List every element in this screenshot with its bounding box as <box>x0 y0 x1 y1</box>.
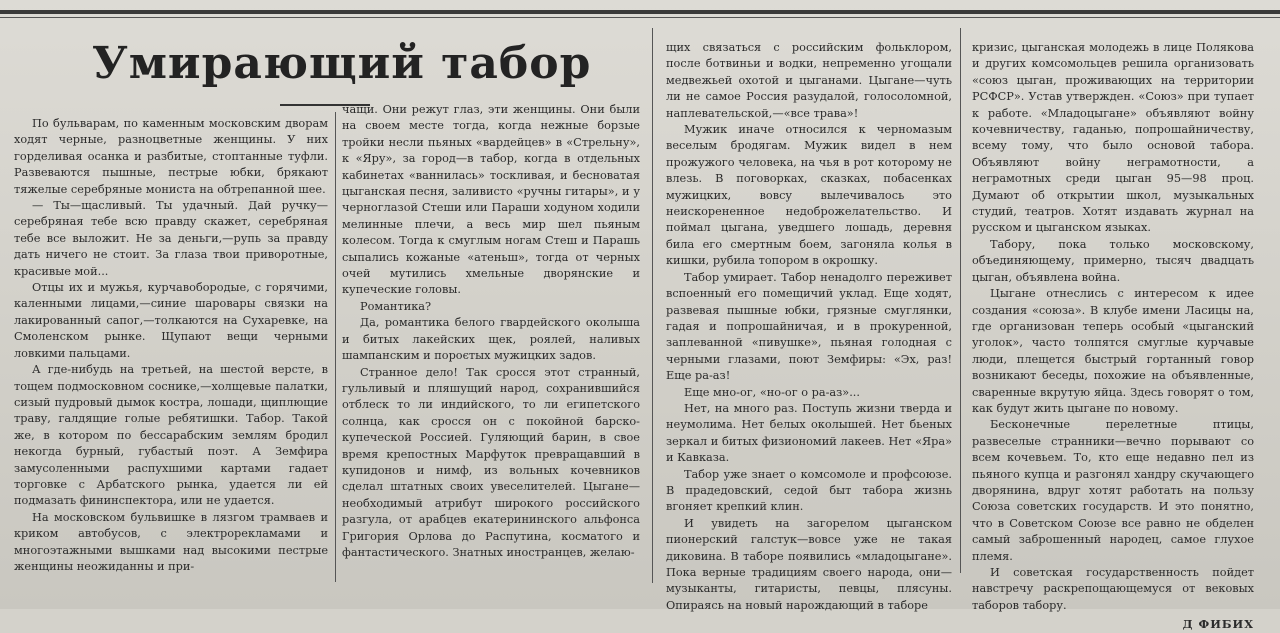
paragraph: Табор уже знает о комсомоле и профсоюзе. В прадедовский, седой быт табора жизнь вгоняет крепкий клин. <box>666 467 952 514</box>
paragraph: Да, романтика белого гвардейского околыша и битых лакейских щек, роялей, наливых шампанским и пороєтых мужицких задов. <box>342 316 640 363</box>
paragraph: Романтика? <box>360 299 432 313</box>
article-column-1 <box>14 116 328 596</box>
column-divider-1 <box>335 112 336 582</box>
paragraph: Табору, пока только московскому, объединяющему, примерно, тысяч двадцать цыган, объявлена война. <box>972 237 1254 284</box>
top-rule <box>0 10 1280 14</box>
paragraph: чащи. Они режут глаз, эти женщины. Они были на своем месте тогда, когда нежные борзые тройки несли пьяных «вардейцев» в «Стрельну», к «Яру», за город—в табор, когда в отдельных кабинетах «ваннилась» тоскливая, и бесноватая цыганская песня, заливисто «ручны гитары», и у черноглазой Стеши или Параши ходуном ходили мелинные плечи, а весь мир шел пьяным колесом. Тогда к смуглым ногам Стеш и Парашь сыпались кожаные «атеньш», тогда от черных очей мутились хмельные дворянские и купеческие головы. <box>342 103 640 297</box>
paragraph: Отцы их и мужья, курчавобородые, с горячими, каленными лицами,—синие шаровары связки на лакированный сапог,—толкаются на Сухаревке, на Смоленском рынке. Щупают вещи черными ловкими пальцами. <box>14 281 328 360</box>
paragraph: И советская государственность пойдет навстречу раскрепощающемуся от вековых таборов табору. <box>972 566 1254 612</box>
paragraph: На московском бульвишке в лязгом трамваев и криком автобусов, с электрорекламами и многоэтажными вышками над высокими пестрые женщины неожиданны и при- <box>14 510 328 573</box>
column-divider-2 <box>652 28 653 583</box>
column-divider-3 <box>960 28 961 573</box>
paragraph: Мужик иначе относился к черномазым веселым бродягам. Мужик видел в нем прожужого человека, на чья в рот которому не влезь. В поговорках, сказках, побасенках мужицких, вовсу вылечивалось это неискорененное недоброжелательство. И поймал цыгана, уведшего лошадь, деревня била его смертным боем, загоняла колья в кишки, рубила топором в окрошку. <box>666 123 952 268</box>
article-column-2 <box>342 102 640 596</box>
paragraph: Странное дело! Так сросся этот странный, гульливый и пляшущий народ, сохранившийся отблеск то ли индийского, то ли египетского солнца, как сросся он с покойной барско-купеческой Россией. Гуляющий барин, в свое время крепостных Марфуток превращавший в купидонов и нимф, из вольных кочевников сделал штатных своих увеселителей. Цыгане—необходимый атрибут широкого российского разгула, от арабцев екатерининского альфонса Григория Орлова до Распутина, косматого и фантастического. Знатных иностранцев, желаю- <box>342 365 640 559</box>
paragraph: И увидеть на загорелом цыганском пионерский галстук—вовсе уже не такая диковина. В таборе появились «младоцыгане». Пока верные традициям своего народа, они—музыканты, гитаристы, певцы, плясуны. Опираясь на новый нарождающий в таборе <box>666 516 952 612</box>
paragraph: Еще мно-ог, «но-ог о ра-аз»... <box>684 385 860 399</box>
article-column-3 <box>666 40 952 612</box>
top-rule-thin <box>0 17 1280 18</box>
paragraph: — Ты—щасливый. Ты удачный. Дай ручку—серебряная тебе всю правду скажет, серебряная тебе все выложит. Не за деньги,—рупь за правду дать ничего не стоит. За глаза твои приворотные, красивые мой... <box>14 199 328 278</box>
paragraph: Цыгане отнеслись с интересом к идее создания «союза». В клубе имени Ласицы на, где организован теперь особый «цыганский уголок», часто толпятся смуглые курчавые люди, плещется быстрый гортанный говор возникают беседы, похожие на объявленные, сваренные вкрутую яйца. Здесь говорят о том, как будут жить цыгане по новому. <box>972 287 1254 415</box>
article-column-4 <box>972 40 1254 632</box>
paragraph: По бульварам, по каменным московским дворам ходят черные, разноцветные женщины. У них горделивая осанка и разбитые, стоптанные туфли. Развеваются пышные, пестрые юбки, брякают тяжелые серебряные мониста на обтрепанной шее. <box>14 117 328 196</box>
paragraph: Бесконечные перелетные птицы, развеселые странники—вечно порывают со всем кочевьем. То, кто еще недавно пел из пьяного купца и разгонял хандру скучающего дворянина, вдруг хотят работать на пользу Союза советских государств. И это понятно, что в Советском Союзе все равно не обделен самый заброшенный народец, самое глухое племя. <box>972 418 1254 563</box>
author-signature: Д ФИБИХ <box>1182 617 1254 632</box>
paragraph: Нет, на много раз. Поступь жизни тверда и неумолима. Нет белых околышей. Нет бьеных зеркал и битых физиономий лакеев. Нет «Яра» и Кавказа. <box>666 401 952 465</box>
paragraph: Табор умирает. Табор ненадолго переживет вспоенный его помещичий уклад. Еще ходят, развевая пышные юбки, грязные смуглянки, гадая и попрошайничая, и в прокуренной, заплеванной «пивушке», пьяная голодная с черными глазами, поют Земфиры: «Эх, раз! Еще ра-аз! <box>666 270 952 383</box>
article-title: Умирающий табор <box>92 38 592 89</box>
paragraph: щих связаться с российским фольклором, после ботвиньи и водки, непременно угощали медвежьей охотой и цыганами. Цыгане—чуть ли не самое Россия разудалой, голосоломной, наплевательской,—«все трава»! <box>666 41 952 120</box>
paragraph: А где-нибудь на третьей, на шестой версте, в тощем подмосковном соснике,—холщевые палатки, сизый пудровый дымок костра, лошади, щиплющие траву, галдящие голые ребятишки. Табор. Такой же, в котором по бессарабским землям бродил некогда бурный, губастый поэт. А Земфира замусоленными распухшими картами гадает торговке с Арбатского рынка, удается ли ей подмазать фининспектора, или не удается. <box>14 363 328 508</box>
paragraph: кризис, цыганская молодежь в лице Полякова и других комсомольцев решила организовать «союз цыган, проживающих на территории РСФСР». Устав утвержден. «Союз» при тупает к работе. «Младоцыгане» объявляют войну кочевничеству, гаданью, попрошайничеству, всему тому, что было основой табора. Объявляют войну неграмотности, а неграмотных среди цыган 95—98 проц. Думают об открытии школ, музыкальных студий, театров. Хотят издавать журнал на русском и цыганском языках. <box>972 41 1254 235</box>
